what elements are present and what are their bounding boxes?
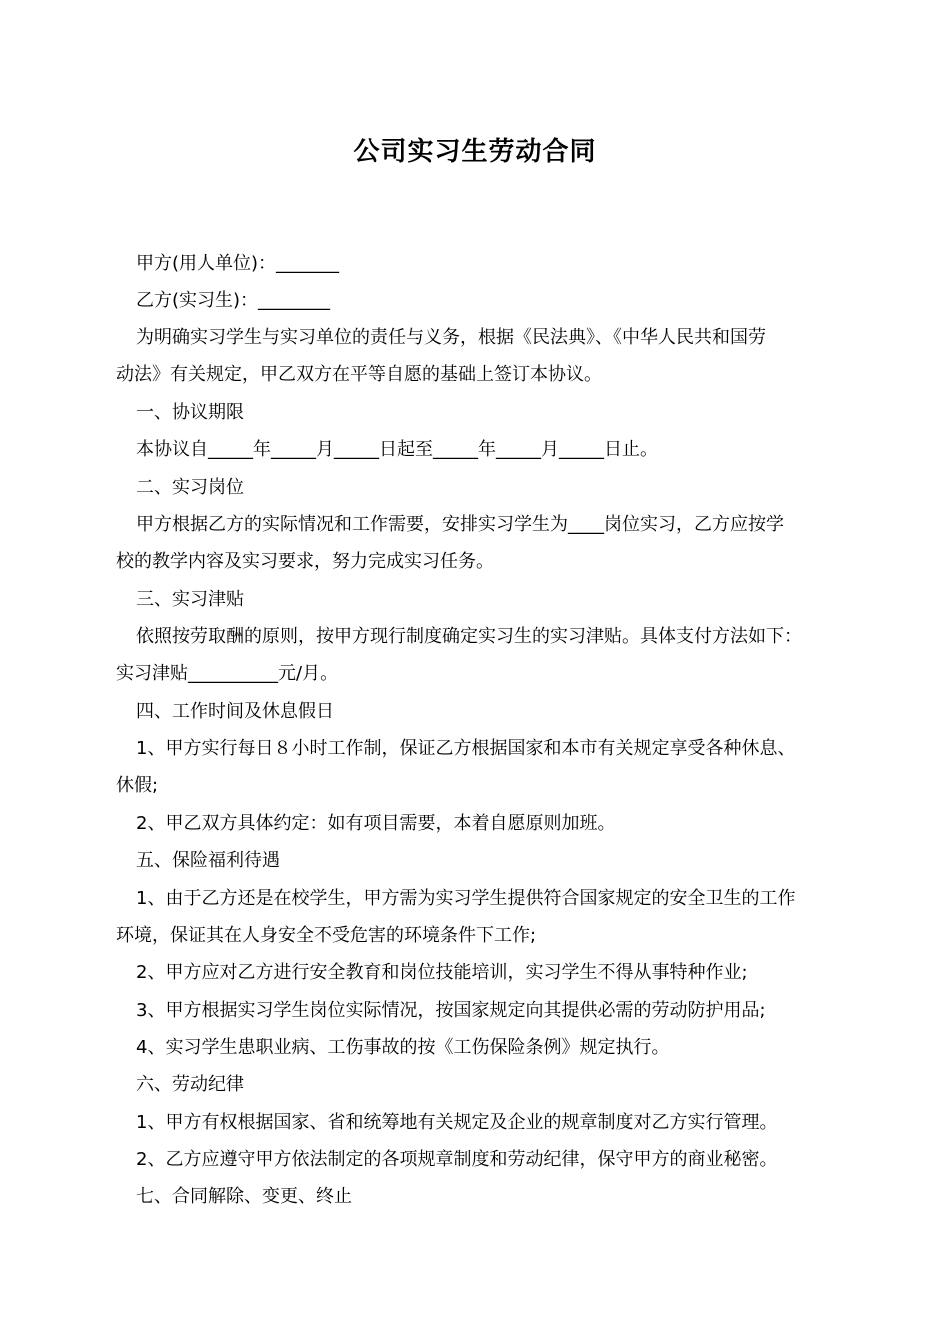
hours-line-1: 1、甲方实行每日８小时工作制，保证乙方根据国家和本市有关规定享受各种休息、 — [136, 738, 796, 759]
document-title: 公司实习生劳动合同 — [353, 137, 597, 167]
party-b-line: 乙方(实习生)：________ — [136, 290, 331, 311]
discipline-line-2: 2、乙方应遵守甲方依法制定的各项规章制度和劳动纪律，保守甲方的商业秘密。 — [136, 1149, 778, 1170]
position-line-2: 校的教学内容及实习要求，努力完成实习任务。 — [116, 551, 494, 572]
benefits-line-5: 4、实习学生患职业病、工伤事故的按《工伤保险条例》规定执行。 — [136, 1037, 670, 1058]
discipline-line-1: 1、甲方有权根据国家、省和统筹地有关规定及企业的规章制度对乙方实行管理。 — [136, 1112, 778, 1133]
allowance-line-2: 实习津贴__________元/月。 — [116, 663, 339, 684]
preamble-line-2: 动法》有关规定，甲乙双方在平等自愿的基础上签订本协议。 — [116, 364, 602, 385]
allowance-line-1: 依照按劳取酬的原则，按甲方现行制度确定实习生的实习津贴。具体支付方法如下： — [136, 626, 802, 647]
position-line-1: 甲方根据乙方的实际情况和工作需要，安排实习学生为____岗位实习，乙方应按学 — [136, 514, 784, 535]
hours-line-3: 2、甲乙双方具体约定：如有项目需要，本着自愿原则加班。 — [136, 813, 616, 834]
section-heading-allowance: 三、实习津贴 — [136, 589, 244, 610]
section-heading-hours: 四、工作时间及休息假日 — [136, 701, 334, 722]
section-heading-term: 一、协议期限 — [136, 402, 244, 423]
section-heading-benefits: 五、保险福利待遇 — [136, 850, 280, 871]
benefits-line-3: 2、甲方应对乙方进行安全教育和岗位技能培训，实习学生不得从事特种作业; — [136, 962, 748, 983]
term-line: 本协议自_____年_____月_____日起至_____年_____月_____日止。 — [136, 439, 658, 460]
hours-line-2: 休假; — [116, 775, 159, 796]
section-heading-termination: 七、合同解除、变更、终止 — [136, 1186, 352, 1207]
party-a-line: 甲方(用人单位)：_______ — [136, 253, 340, 274]
benefits-line-2: 环境，保证其在人身安全不受危害的环境条件下工作; — [116, 925, 537, 946]
preamble-line-1: 为明确实习学生与实习单位的责任与义务，根据《民法典》、《中华人民共和国劳 — [136, 327, 766, 348]
section-heading-discipline: 六、劳动纪律 — [136, 1074, 244, 1095]
benefits-line-4: 3、甲方根据实习学生岗位实际情况，按国家规定向其提供必需的劳动防护用品; — [136, 1000, 766, 1021]
benefits-line-1: 1、由于乙方还是在校学生，甲方需为实习学生提供符合国家规定的安全卫生的工作 — [136, 888, 796, 909]
section-heading-position: 二、实习岗位 — [136, 477, 244, 498]
